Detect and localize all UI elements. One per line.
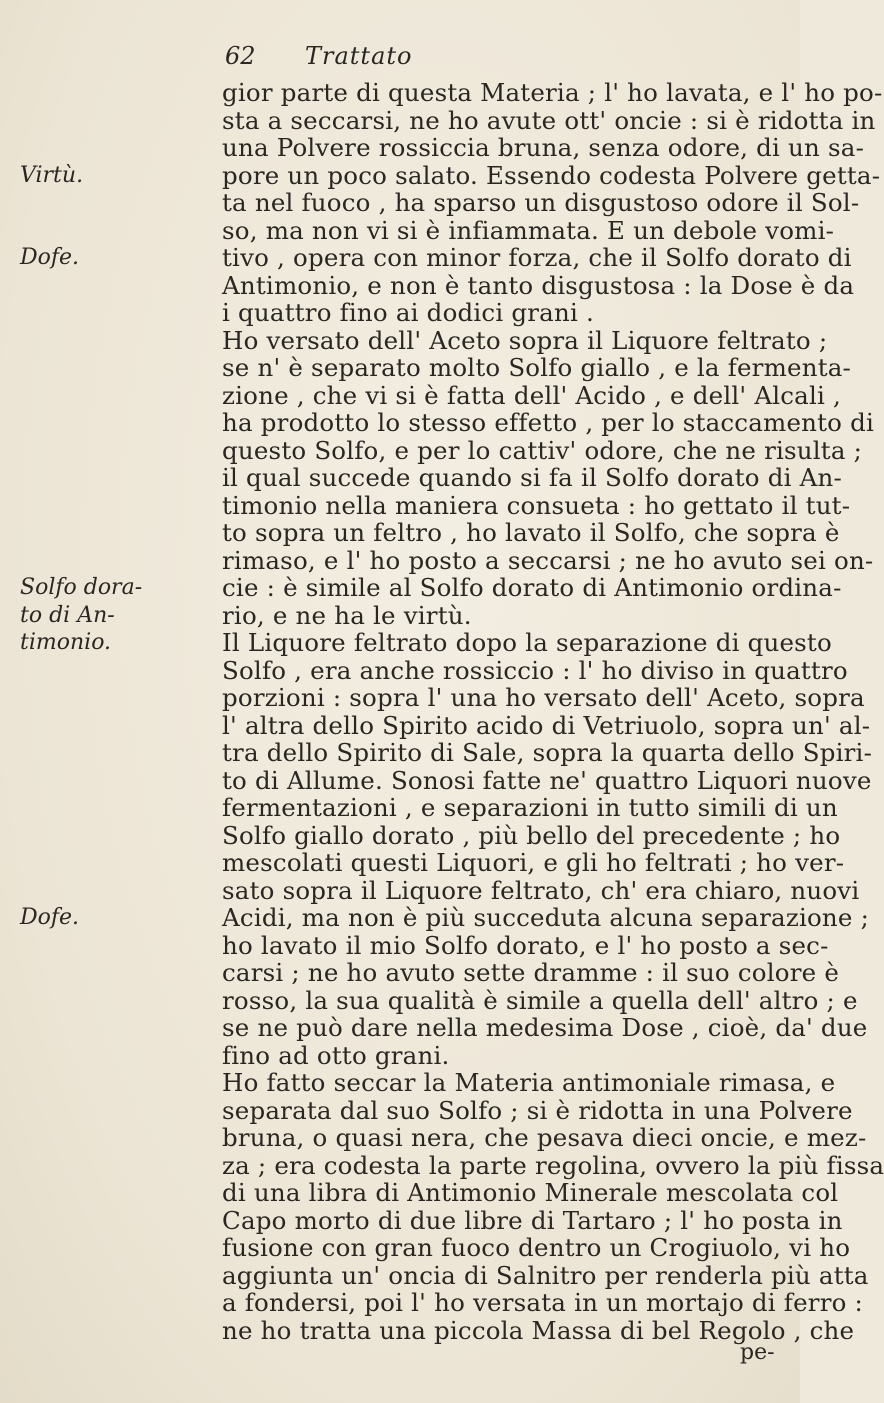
text-line: to di Allume. Sonosi fatte ne' quattro Liquori nuove: [222, 765, 872, 795]
text-line: gior parte di questa Materia ; l' ho lavata, e l' ho po-: [222, 78, 883, 107]
text-line: ho lavato il mio Solfo dorato, e l' ho posto a sec-: [222, 930, 829, 960]
text-line: rio, e ne ha le virtù.: [222, 600, 472, 630]
text-line: separata dal suo Solfo ; si è ridotta in una Polvere: [222, 1095, 853, 1125]
text-line: ta nel fuoco , ha sparso un disgustoso odore il Sol-: [222, 188, 860, 217]
text-line: so, ma non vi si è infiammata. E un debole vomi-: [222, 215, 835, 245]
text-line: pore un poco salato. Essendo codesta Polvere getta-: [222, 160, 881, 190]
text-line: i quattro fino ai dodici grani .: [222, 298, 594, 327]
text-line: za ; era codesta la parte regolina, ovvero la più fissa: [222, 1150, 884, 1180]
margin-note: Dofe.: [20, 245, 80, 270]
text-line: aggiunta un' oncia di Salnitro per renderla più atta: [222, 1260, 869, 1290]
text-line: se n' è separato molto Solfo giallo , e la fermenta-: [222, 353, 852, 382]
text-line: di una libra di Antimonio Minerale mescolata col: [222, 1178, 839, 1207]
margin-note: timonio.: [20, 630, 112, 655]
text-line: fusione con gran fuoco dentro un Crogiuolo, vi ho: [222, 1233, 851, 1262]
text-line: timonio nella maniera consueta : ho gettato il tut-: [222, 490, 851, 520]
text-line: fino ad otto grani.: [222, 1040, 450, 1070]
text-line: sato sopra il Liquore feltrato, ch' era chiaro, nuovi: [222, 875, 860, 905]
text-line: tra dello Spirito di Sale, sopra la quarta dello Spiri-: [222, 738, 873, 767]
margin-note: Virtù.: [20, 162, 84, 188]
text-line: Capo morto di due libre di Tartaro ; l' ho posta in: [222, 1205, 843, 1235]
text-line: carsi ; ne ho avuto sette dramme : il suo colore è: [222, 958, 840, 987]
catchword: pe-: [740, 1340, 775, 1365]
text-line: tivo , opera con minor forza, che il Solfo dorato di: [222, 243, 852, 272]
text-line: Solfo , era anche rossiccio : l' ho diviso in quattro: [222, 655, 848, 685]
text-line: zione , che vi si è fatta dell' Acido , e dell' Alcali ,: [222, 380, 842, 410]
text-line: rimaso, e l' ho posto a seccarsi ; ne ho avuto sei on-: [222, 545, 874, 575]
text-line: Acidi, ma non è più succeduta alcuna separazione ;: [222, 903, 870, 932]
text-line: una Polvere rossiccia bruna, senza odore, di un sa-: [222, 133, 865, 162]
text-line: cie : è simile al Solfo dorato di Antimonio ordina-: [222, 573, 842, 602]
text-line: to sopra un feltro , ho lavato il Solfo, che sopra è: [222, 518, 840, 547]
margin-note: to di An-: [20, 602, 115, 628]
text-line: il qual succede quando si fa il Solfo dorato di An-: [222, 463, 842, 492]
page-number: 62: [225, 42, 256, 70]
text-line: sta a seccarsi, ne ho avute ott' oncie : si è ridotta in: [222, 105, 876, 135]
text-line: ne ho tratta una piccola Massa di bel Regolo , che: [222, 1315, 855, 1345]
text-line: questo Solfo, e per lo cattiv' odore, che ne risulta ;: [222, 435, 863, 465]
text-line: Il Liquore feltrato dopo la separazione di questo: [222, 628, 832, 657]
margin-note: Dofe.: [20, 905, 80, 930]
running-title: Trattato: [305, 42, 413, 70]
text-line: Antimonio, e non è tanto disgustosa : la Dose è da: [222, 270, 855, 300]
text-line: se ne può dare nella medesima Dose , cioè, da' due: [222, 1013, 868, 1042]
text-line: l' altra dello Spirito acido di Vetriuolo, sopra un' al-: [222, 710, 871, 740]
margin-note: Solfo dora-: [20, 575, 143, 600]
text-line: Ho versato dell' Aceto sopra il Liquore feltrato ;: [222, 325, 828, 355]
text-line: fermentazioni , e separazioni in tutto simili di un: [222, 793, 838, 822]
text-line: rosso, la sua qualità è simile a quella dell' altro ; e: [222, 985, 858, 1015]
text-line: mescolati questi Liquori, e gli ho feltrati ; ho ver-: [222, 848, 845, 877]
text-line: a fondersi, poi l' ho versata in un mortajo di ferro :: [222, 1288, 863, 1317]
text-line: Solfo giallo dorato , più bello del precedente ; ho: [222, 820, 841, 850]
text-line: ha prodotto lo stesso effetto , per lo staccamento di: [222, 408, 875, 437]
page-header: [225, 42, 645, 78]
text-line: bruna, o quasi nera, che pesava dieci oncie, e mez-: [222, 1123, 867, 1152]
text-line: porzioni : sopra l' una ho versato dell' Aceto, sopra: [222, 683, 865, 712]
text-line: Ho fatto seccar la Materia antimoniale rimasa, e: [222, 1068, 836, 1097]
